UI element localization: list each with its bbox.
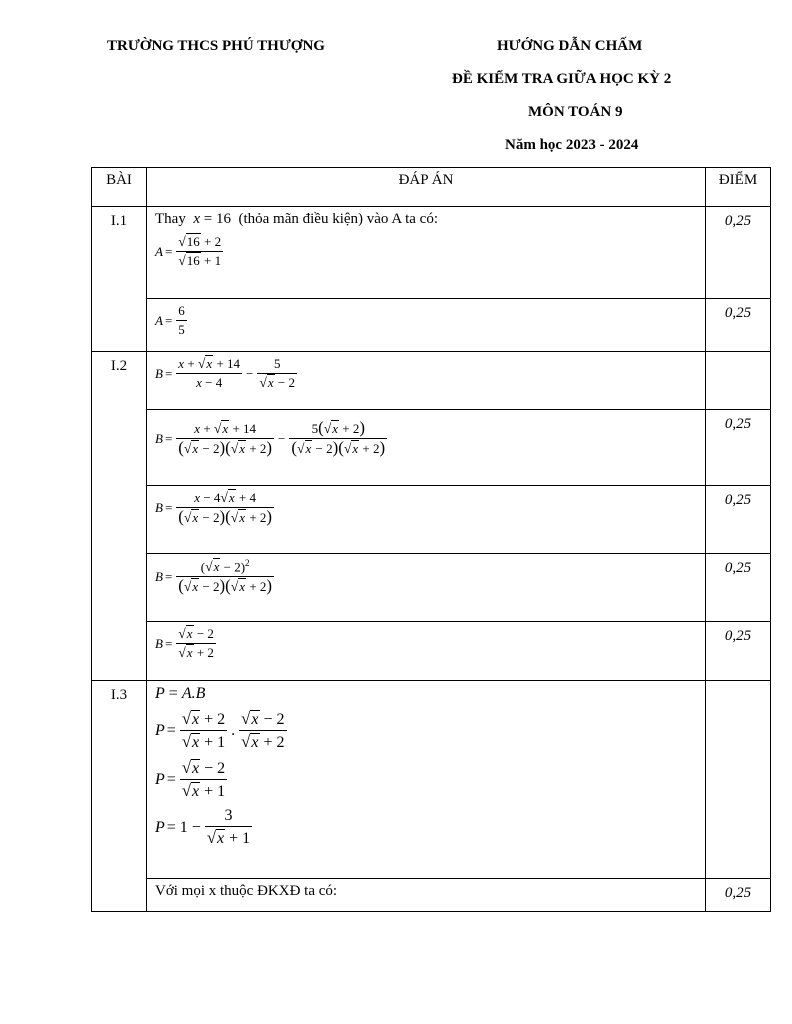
column-header-bai: BÀI: [92, 168, 147, 207]
table-row: [92, 486, 771, 554]
answer-cell: Thay x = 16 (thỏa mãn điều kiện) vào A ta có: A = $\frac{√16 + 2}{√16 + 1}$: [147, 207, 706, 299]
table-row: [92, 352, 771, 410]
table-header-row: [92, 168, 771, 207]
score-cell: 0,25: [706, 554, 771, 622]
table-row: [92, 207, 771, 299]
subject-title: MÔN TOÁN 9: [528, 104, 623, 120]
answer-cell: [147, 410, 706, 486]
formula: A = $\frac{√16 + 2}{√16 + 1}$: [155, 234, 222, 268]
score-cell: 0,25: [706, 622, 771, 681]
answer-cell: [147, 879, 706, 912]
formula: P = $\frac{√x + 2}{√x + 1}$ . $\frac{√x - 2}{√x + 2}$: [155, 709, 285, 751]
formula: B = $\frac{√x - 2}{√x + 2}$: [155, 626, 214, 660]
formula: P = A.B: [155, 685, 206, 702]
answer-cell: [147, 554, 706, 622]
formula: B = $\frac{(√x - 2)^2}{(√x - 2)(√x + 2)}$: [155, 558, 273, 596]
formula: P = 1 − $\frac{3}{√x + 1}$: [155, 807, 251, 847]
answer-cell: [147, 352, 706, 410]
section-label-i3: I.3: [92, 681, 147, 912]
formula: B = $\frac{x + √x + 14}{x - 4}$ − $\frac{5}{√x - 2}$: [155, 356, 296, 390]
table-row: [92, 554, 771, 622]
answer-cell: [147, 486, 706, 554]
score-cell: [706, 352, 771, 410]
score-cell: 0,25: [706, 299, 771, 352]
answer-cell: [147, 622, 706, 681]
exam-title: ĐỀ KIỂM TRA GIỮA HỌC KỲ 2: [452, 71, 672, 87]
table-row: [92, 879, 771, 912]
formula: B = $\frac{x + √x + 14}{(√x - 2)(√x + 2)}$ − $\frac{5(√x + 2)}{(√x - 2)(√x + 2)}$: [155, 418, 386, 457]
formula: A = $\frac{6}{5}$: [155, 303, 185, 337]
table-row: [92, 681, 771, 879]
section-label-i2: I.2: [92, 352, 147, 681]
school-year: Năm học 2023 - 2024: [505, 137, 639, 153]
answer-cell: [147, 299, 706, 352]
answer-text: Thay: [155, 211, 186, 227]
column-header-score: ĐIỂM: [706, 168, 771, 207]
document-title: HƯỚNG DẪN CHẤM: [497, 38, 643, 54]
table-row: [92, 299, 771, 352]
grading-table: [91, 167, 771, 912]
score-cell: 0,25: [706, 486, 771, 554]
column-header-answer: ĐÁP ÁN: [147, 168, 706, 207]
table-row: [92, 410, 771, 486]
score-cell: 0,25: [706, 410, 771, 486]
score-cell: 0,25: [706, 207, 771, 299]
score-cell: [706, 681, 771, 879]
section-label-i1: I.1: [92, 207, 147, 352]
formula: P = $\frac{√x - 2}{√x + 1}$: [155, 758, 226, 800]
answer-cell: [147, 681, 706, 879]
answer-text: (thỏa mãn điều kiện) vào A ta có:: [238, 211, 438, 227]
table-row: [92, 622, 771, 681]
score-cell: 0,25: [706, 879, 771, 912]
school-name: TRƯỜNG THCS PHÚ THƯỢNG: [107, 38, 325, 54]
answer-text: Với mọi x thuộc ĐKXĐ ta có:: [155, 883, 338, 899]
formula: B = $\frac{x - 4√x + 4}{(√x - 2)(√x + 2)}$: [155, 490, 273, 526]
